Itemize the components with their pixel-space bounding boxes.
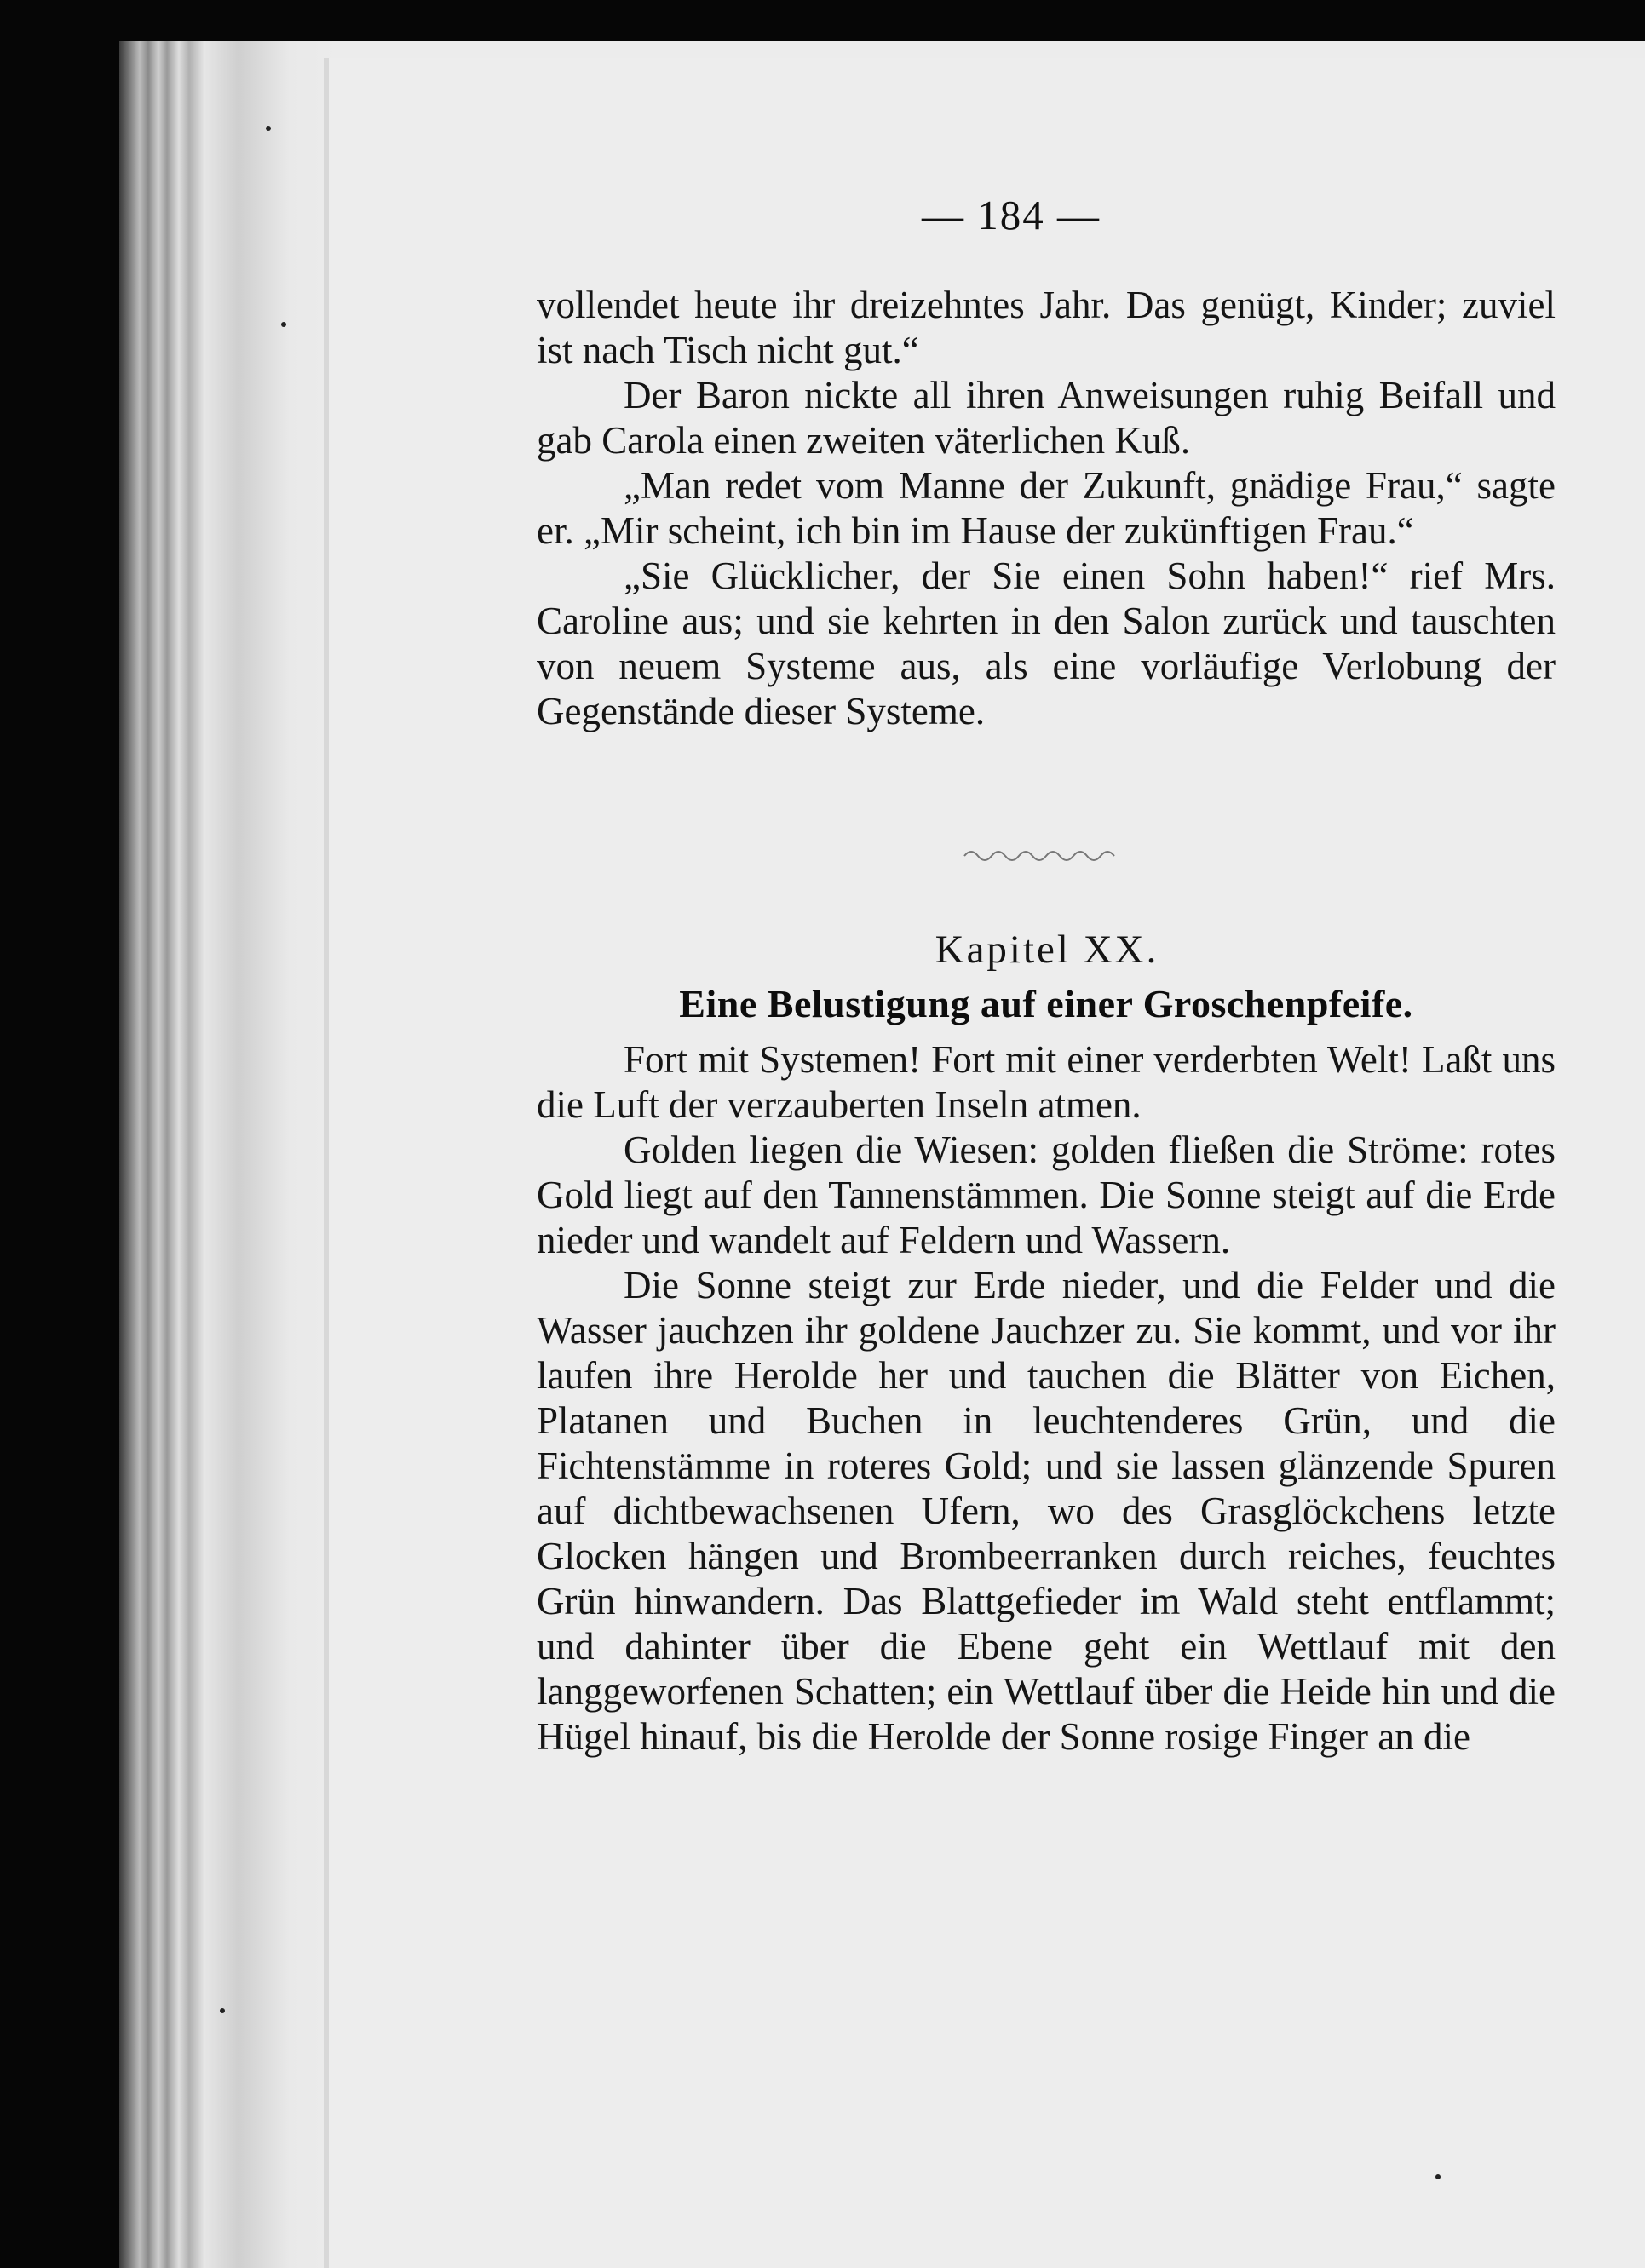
paragraph: „Sie Glücklicher, der Sie einen Sohn haben!“ rief Mrs. Caroline aus; und sie kehrten in den Salon zurück und tauschten von neuem Systeme aus, als eine vorläufige Verlobung der Gegenstände dieser Systeme. — [537, 554, 1556, 732]
paragraph: vollendet heute ihr dreizehntes Jahr. Das genügt, Kinder; zuviel ist nach Tisch nicht gut.“ — [537, 284, 1556, 371]
section-ornament — [963, 846, 1124, 864]
scan-speck — [220, 2008, 225, 2013]
scan-speck — [1435, 2174, 1441, 2179]
page-number: — 184 — — [922, 192, 1101, 238]
paragraph: Die Sonne steigt zur Erde nieder, und die Felder und die Wasser jauchzen ihr goldene Jauchzer zu. Sie kommt, und vor ihr laufen ihre Herolde her und tauchen die Blätter von Eichen, Platanen und Buchen in leuchtenderes Grün, und die Fichtenstämme in roteres Gold; und sie lassen glänzende Spuren auf dichtbewachsenen Ufern, wo des Grasglöckchens letzte Glocken hängen und Brombeerranken durch reiches, feuchtes Grün hinwandern. Das Blattgefieder im Wald steht entflammt; und dahinter über die Ebene geht ein Wettlauf mit den langgeworfenen Schatten; ein Wettlauf über die Heide hin und die Hügel hinauf, bis die Herolde der Sonne rosige Finger an die — [537, 1264, 1556, 1758]
paragraph: Golden liegen die Wiesen: golden fließen die Ströme: rotes Gold liegt auf den Tannenstämmen. Die Sonne steigt auf die Erde nieder und wandelt auf Feldern und Wassern. — [537, 1128, 1556, 1261]
chapter-number: Kapitel XX. — [935, 927, 1159, 972]
text-block-chapter — [537, 1037, 1556, 1760]
text-block-top — [537, 283, 1556, 734]
paragraph: Der Baron nickte all ihren Anweisungen ruhig Beifall und gab Carola einen zweiten väterlichen Kuß. — [537, 374, 1556, 462]
paragraph: „Man redet vom Manne der Zukunft, gnädige Frau,“ sagte er. „Mir scheint, ich bin im Hause der zukünftigen Frau.“ — [537, 464, 1556, 552]
scan-speck — [266, 126, 271, 131]
chapter-title: Eine Belustigung auf einer Groschenpfeife. — [679, 982, 1413, 1025]
paragraph: Fort mit Systemen! Fort mit einer verderbten Welt! Laßt uns die Luft der verzauberten Inseln atmen. — [537, 1038, 1556, 1126]
scan-speck — [281, 322, 286, 327]
